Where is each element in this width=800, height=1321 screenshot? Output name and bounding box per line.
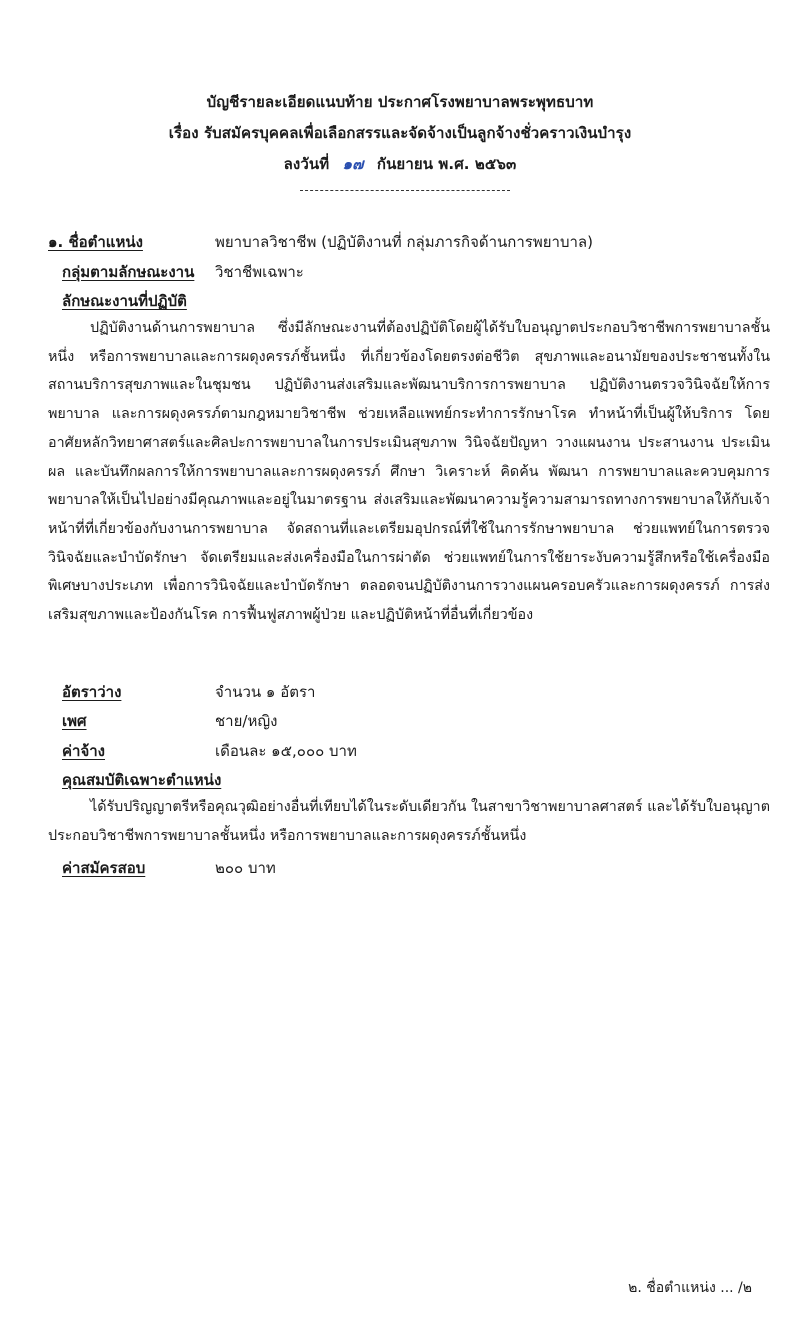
date-prefix: ลงวันที่: [283, 155, 330, 173]
work-group-label: กลุ่มตามลักษณะงาน: [62, 263, 195, 281]
date-suffix: กันยายน พ.ศ. ๒๕๖๓: [376, 155, 517, 173]
work-group-value: วิชาชีพเฉพาะ: [215, 263, 304, 281]
doc-title: บัญชีรายละเอียดแนบท้าย ประกาศโรงพยาบาลพระพุทธบาท: [206, 93, 594, 111]
position-number-label: ๑. ชื่อตำแหน่ง: [48, 233, 143, 251]
vacancy-value: จำนวน ๑ อัตรา: [215, 683, 316, 701]
application-fee-value: ๒๐๐ บาท: [215, 859, 276, 877]
sex-value: ชาย/หญิง: [215, 712, 278, 730]
qualification-text: ได้รับปริญญาตรีหรือคุณวุฒิอย่างอื่นที่เทียบได้ในระดับเดียวกัน ในสาขาวิชาพยาบาลศาสตร์ และได้รับใบอนุญาตประกอบวิชาชีพการพยาบาลชั้นหนึ่ง หรือการพยาบาลและการผดุงครรภ์ชั้นหนึ่ง: [48, 799, 770, 844]
continuation-note: ๒. ชื่อตำแหน่ง ... /๒: [628, 1280, 752, 1296]
duties-text: ปฏิบัติงานด้านการพยาบาล ซึ่งมีลักษณะงานที่ต้องปฏิบัติโดยผู้ได้รับใบอนุญาตประกอบวิชาชีพการพยาบาลชั้นหนึ่ง หรือการพยาบาลและการผดุงครรภ์ชั้นหนึ่ง ที่เกี่ยวข้องโดยตรงต่อชีวิต สุขภาพและอนามัยของประชาชนทั้งในสถานบริการสุขภาพและในชุมชน ปฏิบัติงานส่งเสริมและพัฒนาบริการการพยาบาล ปฏิบัติงานตรวจวินิจฉัยให้การพยาบาล และการผดุงครรภ์ตามกฎหมายวิชาชีพ ช่วยเหลือแพทย์กระทำการรักษาโรค ทำหน้าที่เป็นผู้ให้บริการ โดยอาศัยหลักวิทยาศาสตร์และศิลปะการพยาบาลในการประเมินสุขภาพ วินิจฉัยปัญหา วางแผนงาน ประสานงาน ประเมินผล และบันทึกผลการให้การพยาบาลและการผดุงครรภ์ ศึกษา วิเคราะห์ คิดค้น พัฒนา การพยาบาลและควบคุมการพยาบาลให้เป็นไปอย่างมีคุณภาพและอยู่ในมาตรฐาน ส่งเสริมและพัฒนาความรู้ความสามารถทางการพยาบาลให้กับเจ้าหน้าที่ที่เกี่ยวข้องกับงานการพยาบาล จัดสถานที่และเตรียมอุปกรณ์ที่ใช้ในการรักษาพยาบาล ช่วยแพทย์ในการตรวจวินิจฉัยและบำบัดรักษา จัดเตรียมและส่งเครื่องมือในการผ่าตัด ช่วยแพทย์ในการใช้ยาระงับความรู้สึกหรือใช้เครื่องมือพิเศษบางประเภท เพื่อการวินิจฉัยและบำบัดรักษา ตลอดจนปฏิบัติงานการวางแผนครอบครัวและการผดุงครรภ์ การส่งเสริมสุขภาพและป้องกันโรค การฟื้นฟูสภาพผู้ป่วย และปฏิบัติหน้าที่อื่นที่เกี่ยวข้อง: [48, 320, 770, 624]
position-name: พยาบาลวิชาชีพ (ปฏิบัติงานที่ กลุ่มภารกิจด้านการพยาบาล): [215, 233, 593, 251]
wage-label: ค่าจ้าง: [62, 742, 105, 760]
qualification-label: คุณสมบัติเฉพาะตำแหน่ง: [62, 771, 222, 789]
vacancy-label: อัตราว่าง: [62, 683, 122, 701]
wage-value: เดือนละ ๑๕,๐๐๐ บาท: [215, 742, 357, 760]
application-fee-label: ค่าสมัครสอบ: [62, 859, 146, 877]
duties-label: ลักษณะงานที่ปฏิบัติ: [62, 292, 187, 310]
header-divider: [300, 190, 510, 191]
doc-date: [0, 152, 800, 176]
date-day-handwritten: ๑๗: [342, 155, 364, 173]
doc-subject: เรื่อง รับสมัครบุคคลเพื่อเลือกสรรและจัดจ้างเป็นลูกจ้างชั่วคราวเงินบำรุง: [168, 124, 632, 142]
sex-label: เพศ: [62, 712, 87, 730]
